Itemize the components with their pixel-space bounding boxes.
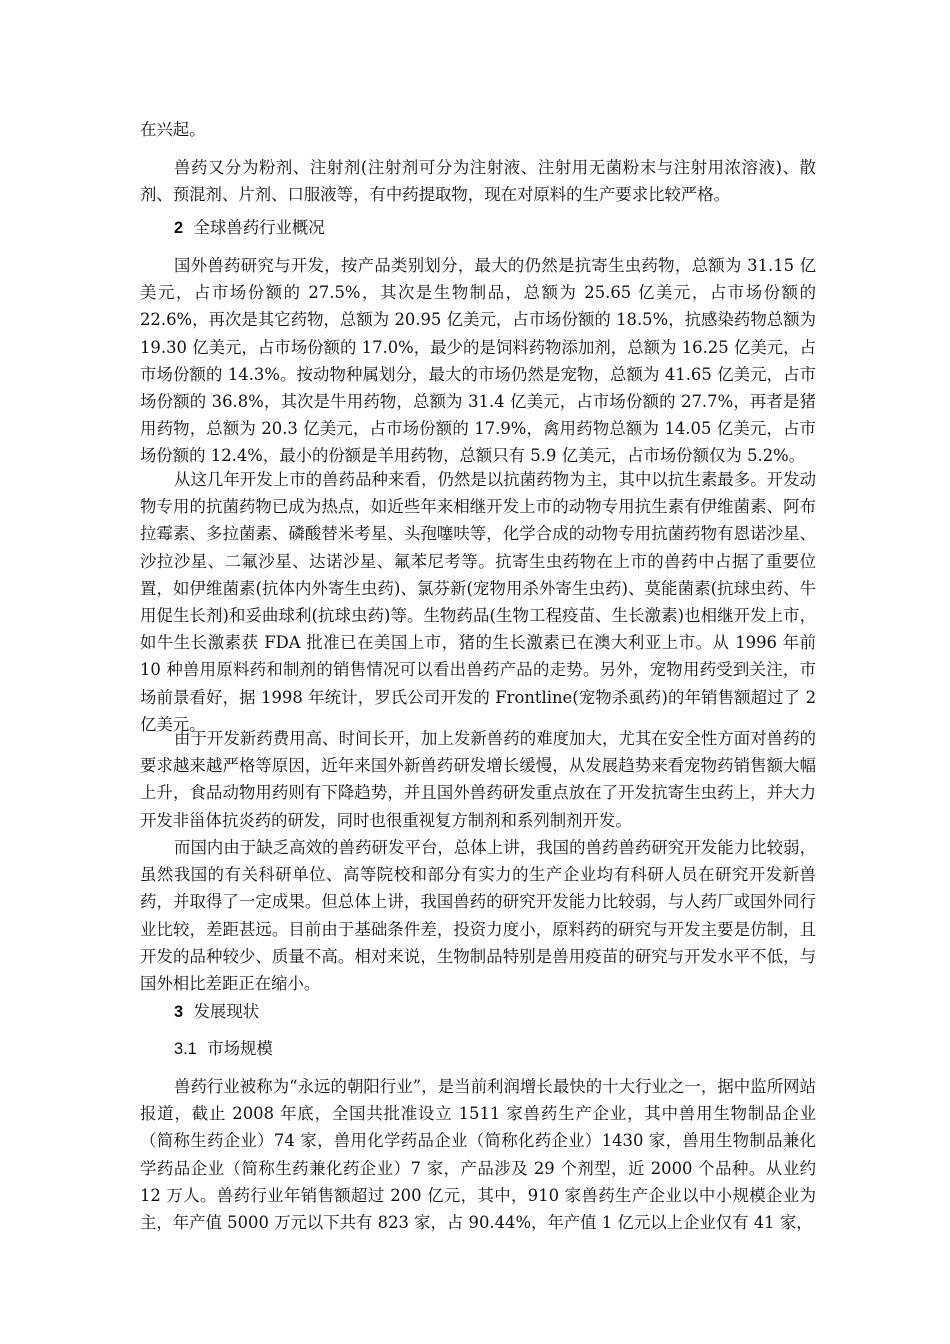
section-heading-3 xyxy=(140,998,850,1026)
section-title: 全球兽药行业概况 xyxy=(193,218,325,237)
paragraph-rd-trends: 由于开发新药费用高、时间长开，加上发新兽药的难度加大，尤其在安全性方面对兽药的要求越来越严格等原因，近年来国外新兽药研发增长缓慢，从发展趋势来看宠物药销售额大幅上升，食品动物用药则有下降趋势，并且国外兽药研发重点放在了开发抗寄生虫药上，并大力开发非甾体抗炎药的研发，同时也很重视复方制剂和系列制剂开发。 xyxy=(140,729,816,830)
paragraph-continuation: 在兴起。 xyxy=(140,120,206,139)
section-number: 3 xyxy=(174,1003,184,1021)
section-heading-2 xyxy=(140,214,850,242)
section-title: 发展现状 xyxy=(193,1002,260,1021)
section-number: 2 xyxy=(174,219,184,237)
subsection-title: 市场规模 xyxy=(207,1039,273,1058)
subsection-heading-3-1 xyxy=(140,1035,850,1063)
paragraph-dosage-forms: 兽药又分为粉剂、注射剂(注射剂可分为注射液、注射用无菌粉末与注射用浓溶液)、散剂、预混剂、片剂、口服液等，有中药提取物，现在对原料的生产要求比较严格。 xyxy=(140,158,816,205)
subsection-number: 3.1 xyxy=(174,1040,197,1058)
paragraph-market-size: 兽药行业被称为“永远的朝阳行业”，是当前利润增长最快的十大行业之一，据中监所网站报道，截止 2008 年底，全国共批准设立 1511 家兽药生产企业，其中兽用生物制品企业（简称生药企业）74 家，兽用化学药品企业（简称化药企业）1430 家，兽用生物制品兼化学药品企业（简称生药兼化药企业）7 家，产品涉及 29 个剂型，近 2000 个品种。从业约 12 万人。兽药行业年销售额超过 200 亿元，其中，910 家兽药生产企业以中小规模企业为主，年产值 5000 万元以下共有 823 家，占 90.44%，年产值 1 亿元以上企业仅有 41 家， xyxy=(140,1077,816,1233)
paragraph-domestic-rd: 而国内由于缺乏高效的兽药研发平台，总体上讲，我国的兽药兽药研究开发能力比较弱，虽然我国的有关科研单位、高等院校和部分有实力的生产企业均有科研人员在研究开发新兽药，并取得了一定成果。但总体上讲，我国兽药的研究开发能力比较弱，与人药厂或国外同行业比较，差距甚远。目前由于基础条件差，投资力度小，原料药的研究与开发主要是仿制，且开发的品种较少、质量不高。相对来说，生物制品特别是兽用疫苗的研究与开发水平不低，与国外相比差距正在缩小。 xyxy=(140,838,816,994)
paragraph-new-drugs: 从这几年开发上市的兽药品种来看，仍然是以抗菌药物为主，其中以抗生素最多。开发动物专用的抗菌药物已成为热点，如近些年来相继开发上市的动物专用抗生素有伊维菌素、阿布拉霉素、多拉菌素、磷酸替米考星、头孢噻呋等，化学合成的动物专用抗菌药物有恩诺沙星、沙拉沙星、二氟沙星、达诺沙星、氟苯尼考等。抗寄生虫药物在上市的兽药中占据了重要位置，如伊维菌素(抗体内外寄生虫药)、氯芬新(宠物用杀外寄生虫药)、莫能菌素(抗球虫药、牛用促生长剂)和妥曲球利(抗球虫药)等。生物药品(生物工程疫苗、生长激素)也相继开发上市，如牛生长激素获 FDA 批准已在美国上市，猪的生长激素已在澳大利亚上市。从 1996 年前 10 种兽用原料药和制剂的销售情况可以看出兽药产品的走势。另外，宠物用药受到关注，市场前景看好，据 1998 年统计，罗氏公司开发的 Frontline(宠物杀虱药)的年销售额超过了 2 亿美元。 xyxy=(140,470,816,734)
paragraph-global-market: 国外兽药研究与开发，按产品类别划分，最大的仍然是抗寄生虫药物，总额为 31.15 亿美元，占市场份额的 27.5%，其次是生物制品，总额为 25.65 亿美元，占市场份额的 22.6%，再次是其它药物，总额为 20.95 亿美元，占市场份额的 18.5%，抗感染药物总额为 19.30 亿美元，占市场份额的 17.0%，最少的是饲料药物添加剂，总额为 16.25 亿美元，占市场份额的 14.3%。按动物种属划分，最大的市场仍然是宠物，总额为 41.65 亿美元，占市场份额的 36.8%，其次是牛用药物，总额为 31.4 亿美元，占市场份额的 27.7%，再者是猪用药物，总额为 20.3 亿美元，占市场份额的 17.9%，禽用药物总额为 14.05 亿美元，占市场份额的 12.4%，最小的份额是羊用药物，总额只有 5.9 亿美元，占市场份额仅为 5.2%。 xyxy=(140,256,816,466)
